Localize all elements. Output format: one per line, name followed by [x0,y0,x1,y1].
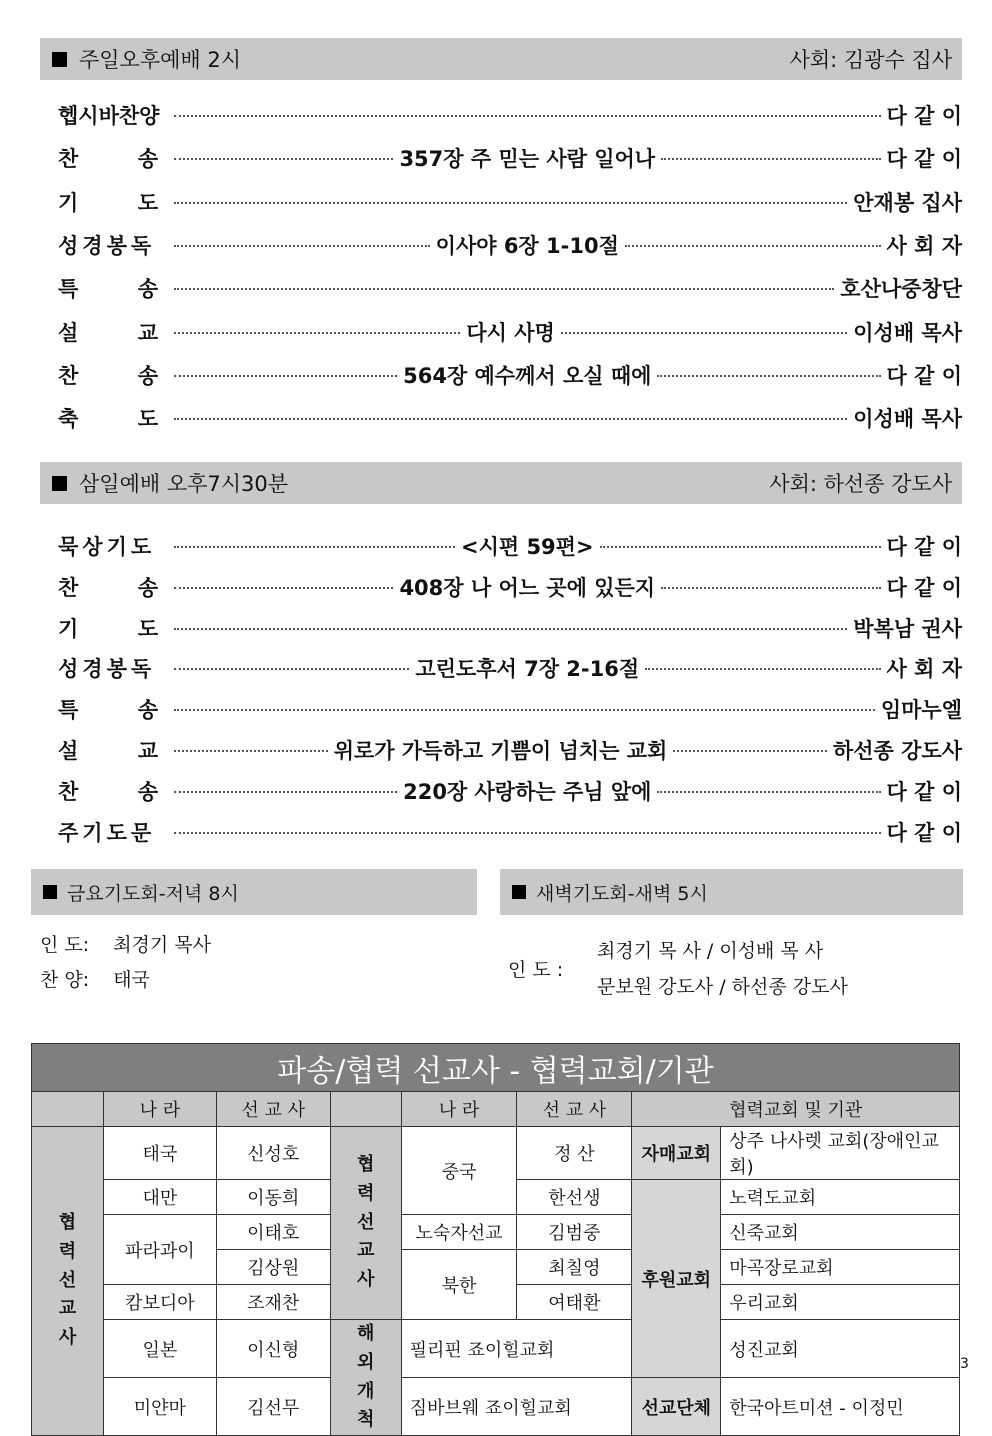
dotted-leader [600,546,881,548]
program-item: 564장 예수께서 오실 때에 [403,363,652,388]
program-item: 위로가 가득하고 기쁨이 넘치는 교회 [333,739,668,763]
square-bullet-icon [52,476,67,491]
support-church: 마곡장로교회 [721,1250,960,1285]
wednesday-host: 사회: 하선종 강도사 [769,472,952,496]
program-responsible: 임마누엘 [880,698,962,723]
dotted-leader [657,375,880,377]
overseas-group-label [330,1320,401,1436]
page-number: 3 [960,1356,969,1372]
program-row [58,358,962,392]
program-responsible: 이성배 목사 [853,320,962,345]
program-label-part: 송 [137,575,158,600]
mid-group-label [330,1127,401,1320]
program-label-text: 묵상기도 [58,535,156,559]
dawn-leader-line2: 문보원 강도사 / 하선종 강도사 [597,976,848,998]
program-row [58,815,962,849]
leader-dots [174,830,881,834]
dawn-title: 새벽기도회-새벽 5시 [536,882,708,905]
support-label: 후원교회 [632,1180,721,1378]
mid-country: 북한 [401,1250,517,1320]
program-responsible: 다 같 이 [886,779,962,804]
dotted-leader [174,202,847,204]
program-responsible: 다 같 이 [886,820,962,845]
square-bullet-icon [43,885,57,899]
program-item: 고린도후서 7장 2-16절 [415,657,640,682]
col-country: 나 라 [103,1092,216,1127]
dotted-leader [174,332,460,334]
program-label [58,653,158,683]
vertical-label: 해 외 개 척 [356,1323,375,1431]
program-responsible: 다 같 이 [886,535,962,559]
col-missionary: 선 교 사 [216,1092,330,1127]
program-label-part: 교 [137,320,158,345]
left-missionary: 김상원 [216,1250,330,1285]
program-label [58,230,158,260]
program-label-text: 주기도문 [58,820,156,845]
program-responsible: 호산나중창단 [840,277,962,302]
dotted-leader [174,115,881,117]
dotted-leader [661,158,880,160]
program-item: <시편 59편> [460,535,594,559]
support-church: 우리교회 [721,1285,960,1320]
leader-dots [174,572,881,602]
left-country: 일본 [103,1320,216,1378]
dotted-leader [561,332,847,334]
friday-praise [40,965,150,992]
left-missionary: 조재찬 [216,1285,330,1320]
program-label-part: 도 [137,407,158,432]
sunday-pm-host: 사회: 김광수 집사 [789,48,952,72]
dotted-leader [174,546,455,548]
program-row [58,529,962,563]
program-label-part: 송 [137,147,158,172]
leader-dots [174,200,847,204]
program-responsible: 다 같 이 [886,104,962,128]
program-label-part: 설 [58,739,79,763]
program-label-part: 송 [137,363,158,388]
missions-title: 파송/협력 선교사 - 협력교회/기관 [32,1044,960,1092]
program-responsible: 안재봉 집사 [853,190,962,215]
dotted-leader [174,791,397,793]
program-row [58,611,962,645]
dotted-leader [174,245,430,247]
program-label [58,403,158,433]
dawn-header [500,869,963,915]
dotted-leader [174,418,847,420]
mid-country: 노숙자선교 [401,1215,517,1250]
program-label-text: 헵시바찬양 [58,104,160,128]
program-label-part: 찬 [58,363,79,388]
program-label [58,572,158,602]
program-label [58,776,158,806]
friday-praise-name: 태국 [113,969,150,991]
program-row [58,733,962,767]
missions-table [31,1043,960,1436]
dotted-leader [174,628,847,630]
left-country: 미얀마 [103,1378,216,1436]
dotted-leader [661,587,880,589]
program-label-part: 도 [137,190,158,215]
left-country: 파라과이 [103,1215,216,1285]
program-responsible: 이성배 목사 [853,407,962,432]
sunday-pm-title: 주일오후예배 2시 [79,48,242,72]
mid-missionary: 정 산 [517,1127,632,1180]
program-responsible: 하선종 강도사 [832,739,962,763]
program-item: 이사야 6장 1-10절 [435,233,619,258]
program-label-part: 기 [58,190,79,215]
program-row [58,315,962,349]
program-row [58,401,962,435]
program-label [58,187,158,217]
dotted-leader [645,668,880,670]
leader-dots [174,707,875,711]
dotted-leader [174,832,881,834]
square-bullet-icon [52,52,67,67]
program-label [58,735,158,765]
program-label-part: 기 [58,616,79,641]
col-country: 나 라 [401,1092,517,1127]
leader-dots [174,653,881,683]
org-label: 선교단체 [632,1378,721,1436]
program-label-part: 특 [58,698,79,723]
program-row [58,651,962,685]
dawn-leader-label: 인 도 : [508,959,564,981]
program-label-part: 찬 [58,779,79,804]
program-label-text: 성경봉독 [58,657,156,682]
dotted-leader [657,791,880,793]
program-label [58,694,158,724]
program-label-part: 설 [58,320,79,345]
program-label [58,317,158,347]
left-missionary: 이동희 [216,1180,330,1215]
mid-country: 중국 [401,1127,517,1215]
left-missionary: 김선무 [216,1378,330,1436]
wednesday-header [40,462,962,504]
leader-dots [174,113,881,117]
program-responsible: 다 같 이 [886,575,962,600]
program-row [58,774,962,808]
program-row [58,692,962,726]
program-row [58,570,962,604]
sunday-pm-header [40,38,962,80]
program-item: 408장 나 어느 곳에 있든지 [399,575,656,600]
program-row [58,141,962,175]
leader-dots [174,143,881,173]
leader-dots [174,735,827,765]
program-label [58,531,158,561]
leader-dots [174,776,881,806]
leader-dots [174,360,881,390]
mid-missionary: 최칠영 [517,1250,632,1285]
program-responsible: 다 같 이 [886,147,962,172]
col-missionary: 선 교 사 [517,1092,632,1127]
program-row [58,228,962,262]
dotted-leader [174,158,393,160]
program-responsible: 박복남 권사 [853,616,962,641]
support-church: 신죽교회 [721,1215,960,1250]
friday-leader-label: 인 도: [40,934,90,956]
left-country: 대만 [103,1180,216,1215]
program-responsible: 사 회 자 [886,657,962,682]
friday-leader-name: 최경기 목사 [113,934,212,956]
overseas-church: 필리핀 죠이힐교회 [401,1320,632,1378]
program-label-text: 성경봉독 [58,233,156,258]
left-group-label [32,1127,104,1436]
program-label-part: 송 [137,779,158,804]
program-label-part: 찬 [58,575,79,600]
program-label-part: 도 [137,616,158,641]
vertical-label: 협 력 선 교 사 [356,1154,375,1291]
program-label-part: 송 [137,698,158,723]
dotted-leader [625,245,881,247]
dawn-leader-line1: 최경기 목 사 / 이성배 목 사 [597,940,824,962]
leader-dots [174,531,881,561]
left-country: 캄보디아 [103,1285,216,1320]
leader-dots [174,416,847,420]
friday-praise-label: 찬 양: [40,969,90,991]
program-label [58,273,158,303]
mid-missionary: 여태환 [517,1285,632,1320]
friday-header [31,869,477,915]
vertical-label: 협 력 선 교 사 [58,1212,77,1349]
dotted-leader [174,709,875,711]
program-responsible: 사 회 자 [886,233,962,258]
dotted-leader [673,750,827,752]
left-missionary: 이태호 [216,1215,330,1250]
dotted-leader [174,288,834,290]
program-label [58,100,158,130]
left-country: 태국 [103,1127,216,1180]
mid-missionary: 김범중 [517,1215,632,1250]
program-label-part: 찬 [58,147,79,172]
program-label [58,817,158,847]
program-row [58,98,962,132]
sister-label: 자매교회 [632,1127,721,1180]
mission-org: 한국아트미션 - 이정민 [721,1378,960,1436]
friday-title: 금요기도회-저녁 8시 [67,882,239,905]
overseas-church: 짐바브웨 죠이힐교회 [401,1378,632,1436]
support-church: 성진교회 [721,1320,960,1378]
leader-dots [174,286,834,290]
program-label-part: 송 [137,277,158,302]
leader-dots [174,317,847,347]
left-missionary: 신성호 [216,1127,330,1180]
program-item: 357장 주 믿는 사람 일어나 [399,147,656,172]
leader-dots [174,626,847,630]
wednesday-title: 삼일예배 오후7시30분 [79,472,289,496]
dotted-leader [174,375,397,377]
program-label-part: 축 [58,407,79,432]
leader-dots [174,230,881,260]
program-label [58,143,158,173]
support-church: 노력도교회 [721,1180,960,1215]
dotted-leader [174,668,409,670]
program-item: 다시 사명 [466,320,555,345]
program-row [58,185,962,219]
left-missionary: 이신형 [216,1320,330,1378]
col-church: 협력교회 및 기관 [632,1092,960,1127]
program-item: 220장 사랑하는 주님 앞에 [403,779,652,804]
dotted-leader [174,587,393,589]
program-label [58,613,158,643]
program-label [58,360,158,390]
dotted-leader [174,750,328,752]
friday-leader [40,930,211,957]
program-row [58,271,962,305]
mid-missionary: 한선생 [517,1180,632,1215]
sister-church: 상주 나사렛 교회(장애인교회) [721,1127,960,1180]
square-bullet-icon [512,885,526,899]
program-label-part: 특 [58,277,79,302]
program-responsible: 다 같 이 [886,363,962,388]
program-label-part: 교 [137,739,158,763]
